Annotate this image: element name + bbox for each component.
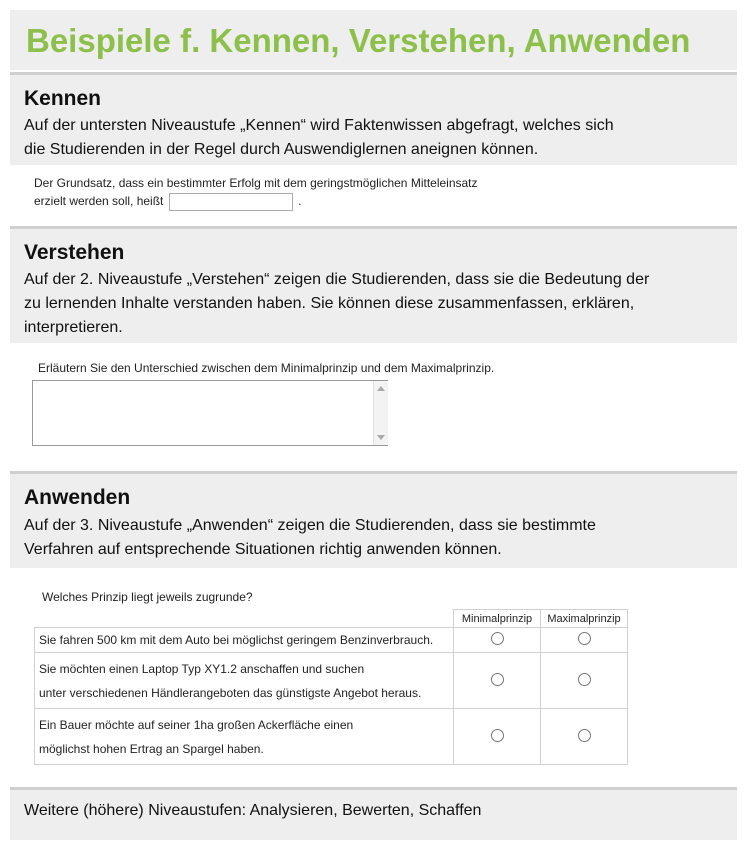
radio-cell [541,653,628,709]
kennen-heading: Kennen [24,87,102,110]
textarea-scrollbar[interactable] [373,381,388,445]
kennen-question-line [34,191,478,211]
row-statement [35,653,454,709]
verstehen-answer-textarea[interactable] [32,380,388,446]
verstehen-panel [10,226,737,343]
verstehen-desc-line: Auf der 2. Niveaustufe „Verstehen“ zeigen die Studierenden, dass sie die Bedeutung der [24,271,650,288]
verstehen-description [24,268,649,340]
table-row [35,653,628,709]
radio-minimalprinzip[interactable] [491,673,504,686]
radio-maximalprinzip[interactable] [578,673,591,686]
kennen-description [24,114,614,162]
row-statement-line: Sie möchten einen Laptop Typ XY1.2 anschaffen und suchen [39,661,365,676]
row-statement [35,709,454,765]
radio-maximalprinzip[interactable] [578,729,591,742]
radio-cell [541,628,628,653]
kennen-desc-line: Auf der untersten Niveaustufe „Kennen“ wird Faktenwissen abgefragt, welches sich [24,117,614,134]
radio-cell [454,628,541,653]
kennen-panel [10,72,737,165]
verstehen-heading: Verstehen [24,241,125,264]
anwenden-heading: Anwenden [24,486,131,509]
row-statement-line: Ein Bauer möchte auf seiner 1ha großen Ackerfläche einen [39,717,354,732]
radio-cell [454,709,541,765]
radio-cell [454,653,541,709]
kennen-question [34,175,478,211]
title-panel [10,10,737,70]
scroll-down-arrow-icon[interactable] [377,435,385,440]
footer-text: Weitere (höhere) Niveaustufen: Analysieren, Bewerten, Schaffen [24,802,482,819]
table-row [35,709,628,765]
choice-matrix [34,609,628,765]
anwenden-panel [10,471,737,568]
row-statement-line: Sie fahren 500 km mit dem Auto bei möglichst geringem Benzinverbrauch. [39,633,434,647]
radio-minimalprinzip[interactable] [491,632,504,645]
anwenden-desc-line: Auf der 3. Niveaustufe „Anwenden“ zeigen die Studierenden, dass sie bestimmte [24,517,596,534]
kennen-question-end: . [298,194,302,208]
footer-panel [10,787,737,840]
row-statement [35,628,454,653]
anwenden-description [24,514,596,562]
kennen-question-line: Der Grundsatz, dass ein bestimmter Erfolg mit dem geringstmöglichen Mitteleinsatz [34,176,478,190]
column-header-minimalprinzip: Minimalprinzip [454,610,541,628]
matrix-header-row [35,610,628,628]
verstehen-question: Erläutern Sie den Unterschied zwischen dem Minimalprinzip und dem Maximalprinzip. [38,361,495,375]
kennen-question-text: erzielt werden soll, heißt [34,194,164,208]
radio-minimalprinzip[interactable] [491,729,504,742]
radio-cell [541,709,628,765]
anwenden-desc-line: Verfahren auf entsprechende Situationen richtig anwenden können. [24,541,502,558]
verstehen-desc-line: zu lernenden Inhalte verstanden haben. Sie können diese zusammenfassen, erklären, [24,295,635,312]
kennen-desc-line: die Studierenden in der Regel durch Auswendiglernen aneignen können. [24,141,539,158]
table-row [35,628,628,653]
row-statement-line: unter verschiedenen Händlerangeboten das günstigste Angebot heraus. [39,685,422,700]
radio-maximalprinzip[interactable] [578,632,591,645]
matrix-corner [35,610,454,628]
kennen-answer-input[interactable] [169,193,293,211]
verstehen-desc-line: interpretieren. [24,319,123,336]
page-title: Beispiele f. Kennen, Verstehen, Anwenden [26,22,691,59]
anwenden-question: Welches Prinzip liegt jeweils zugrunde? [42,590,253,604]
row-statement-line: möglichst hohen Ertrag an Spargel haben. [39,741,264,756]
scroll-up-arrow-icon[interactable] [377,386,385,391]
column-header-maximalprinzip: Maximalprinzip [541,610,628,628]
